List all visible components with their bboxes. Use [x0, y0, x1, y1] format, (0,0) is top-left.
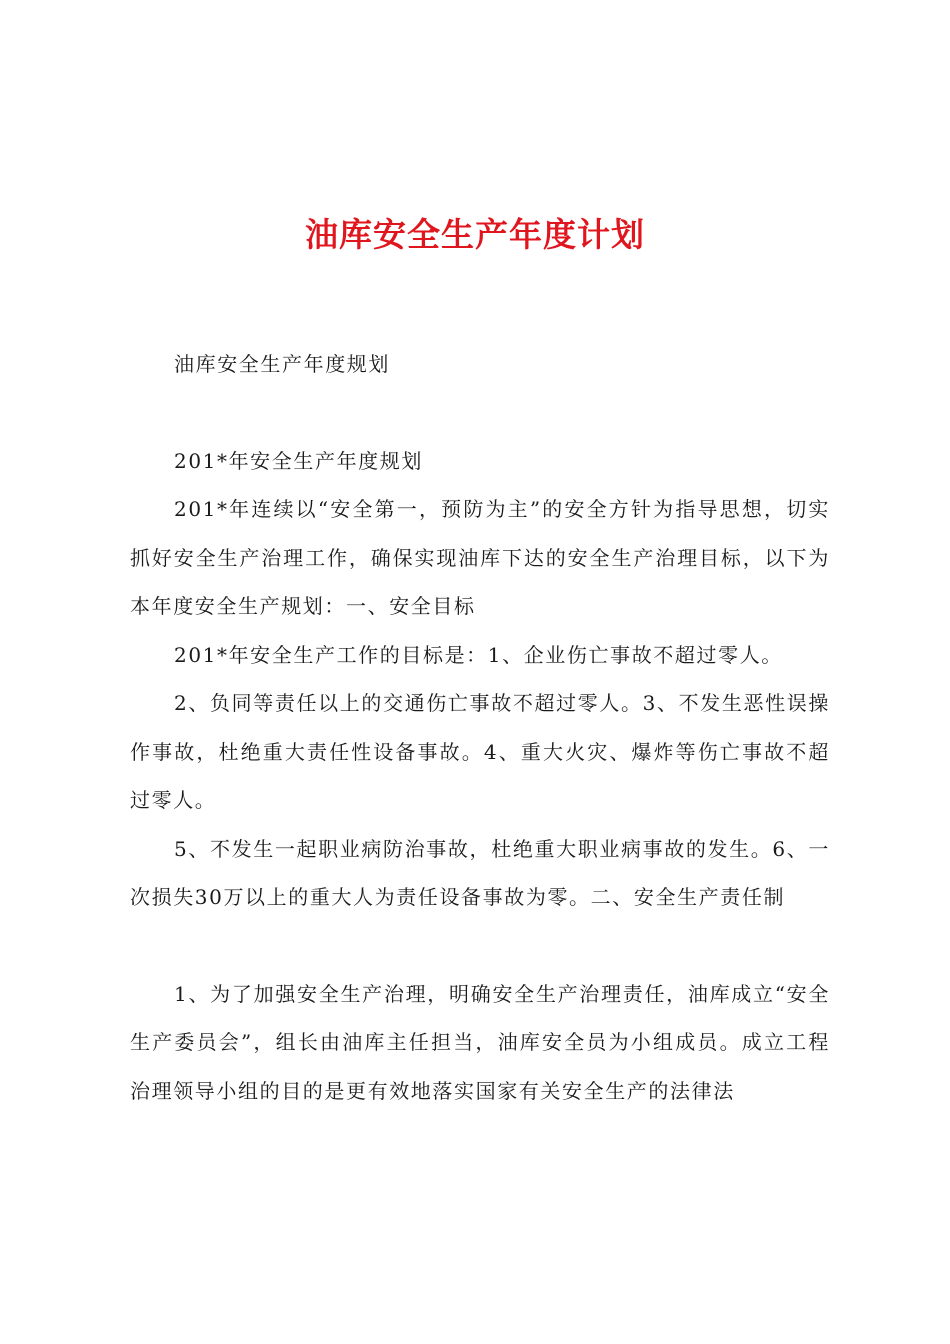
paragraph-goals: 201*年安全生产工作的目标是：1、企业伤亡事故不超过零人。 — [174, 642, 783, 667]
paragraph-intro: 201*年连续以“安全第一，预防为主”的安全方针为指导思想，切实抓好安全生产治理工作，确保实现油库下达的安全生产治理目标，以下为本年度安全生产规划：一、安全目标 — [130, 497, 830, 618]
document-title: 油库安全生产年度计划 — [305, 215, 645, 254]
paragraph-responsibility: 1、为了加强安全生产治理，明确安全生产治理责任，油库成立“安全生产委员会”，组长由油库主任担当，油库安全员为小组成员。成立工程治理领导小组的目的是更有效地落实国家有关安全生产的法律法 — [130, 981, 830, 1103]
paragraph-goals-2-4: 2、负同等责任以上的交通伤亡事故不超过零人。3、不发生恶性误操作事故，杜绝重大责任性设备事故。4、重大火灾、爆炸等伤亡事故不超过零人。 — [130, 691, 830, 812]
paragraph-goals-5-6: 5、不发生一起职业病防治事故，杜绝重大职业病事故的发生。6、一次损失30万以上的重大人为责任设备事故为零。二、安全生产责任制 — [130, 836, 830, 909]
document-body — [130, 340, 830, 1115]
paragraph-subtitle: 油库安全生产年度规划 — [174, 352, 390, 376]
paragraph-plan-heading: 201*年安全生产年度规划 — [174, 448, 423, 473]
